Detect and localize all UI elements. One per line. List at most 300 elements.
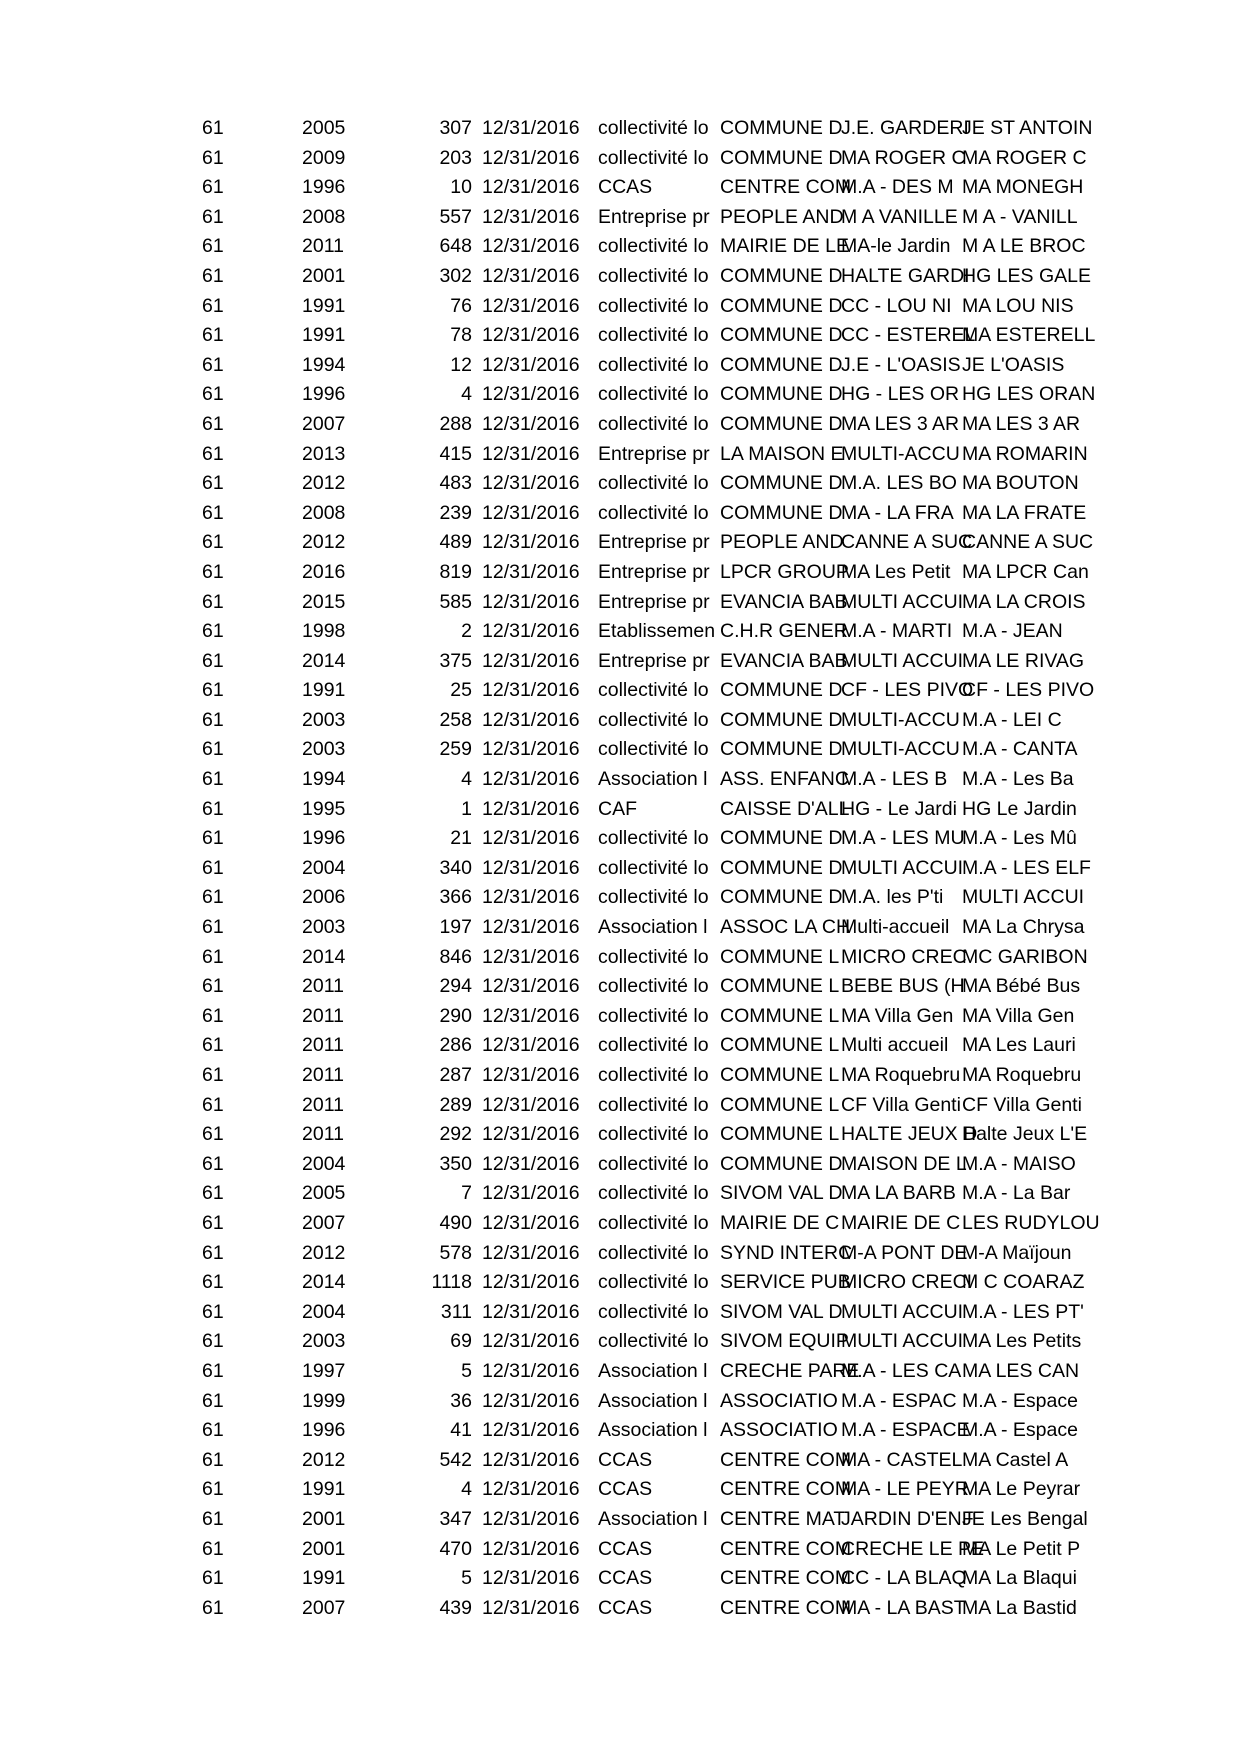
cell-h: MA ROGER C (962, 146, 1087, 169)
cell-d: 12/31/2016 (482, 1507, 580, 1530)
cell-a: 61 (202, 383, 224, 406)
cell-g: HALTE GARDI (841, 264, 970, 287)
cell-h: MA ROMARIN (962, 442, 1088, 465)
cell-f: MAIRIE DE C (720, 1211, 840, 1234)
cell-f: COMMUNE L (720, 1004, 840, 1027)
cell-d: 12/31/2016 (482, 412, 580, 435)
cell-g: MULTI-ACCU (841, 442, 960, 465)
cell-e: collectivité lo (598, 264, 709, 287)
cell-g: CC - ESTEREL (841, 324, 976, 347)
cell-d: 12/31/2016 (482, 264, 580, 287)
cell-b: 1991 (302, 324, 346, 347)
cell-h: CF Villa Genti (962, 1093, 1082, 1116)
cell-d: 12/31/2016 (482, 975, 580, 998)
table-row (0, 469, 1241, 499)
table-row (0, 1031, 1241, 1061)
cell-d: 12/31/2016 (482, 1152, 580, 1175)
cell-c: 819 (439, 560, 472, 583)
cell-a: 61 (202, 205, 224, 228)
cell-a: 61 (202, 827, 224, 850)
cell-g: CF Villa Genti (841, 1093, 961, 1116)
cell-a: 61 (202, 442, 224, 465)
table-row (0, 1475, 1241, 1505)
cell-g: MULTI ACCUI (841, 1330, 964, 1353)
cell-d: 12/31/2016 (482, 235, 580, 258)
cell-a: 61 (202, 1448, 224, 1471)
cell-a: 61 (202, 560, 224, 583)
cell-d: 12/31/2016 (482, 1182, 580, 1205)
cell-c: 2 (461, 620, 472, 643)
cell-f: LPCR GROUP (720, 560, 849, 583)
cell-e: collectivité lo (598, 1034, 709, 1057)
cell-f: CAISSE D'ALL (720, 797, 850, 820)
cell-b: 2001 (302, 1507, 346, 1530)
cell-g: M.A - DES M (841, 176, 954, 199)
cell-f: CRECHE PARE (720, 1359, 860, 1382)
cell-c: 288 (439, 412, 472, 435)
cell-f: COMMUNE L (720, 945, 840, 968)
cell-d: 12/31/2016 (482, 1359, 580, 1382)
cell-f: COMMUNE D (720, 886, 843, 909)
cell-e: collectivité lo (598, 294, 709, 317)
cell-b: 2001 (302, 264, 346, 287)
cell-a: 61 (202, 886, 224, 909)
cell-b: 2015 (302, 590, 346, 613)
cell-a: 61 (202, 176, 224, 199)
cell-a: 61 (202, 1211, 224, 1234)
cell-h: CANNE A SUC (962, 531, 1094, 554)
cell-h: MA ESTERELL (962, 324, 1096, 347)
table-row (0, 1298, 1241, 1328)
cell-h: M.A - JEAN (962, 620, 1063, 643)
table-row (0, 617, 1241, 647)
cell-h: MA MONEGH (962, 176, 1084, 199)
cell-c: 439 (439, 1596, 472, 1619)
cell-c: 1 (461, 797, 472, 820)
cell-g: CRECHE LE PE (841, 1537, 985, 1560)
cell-a: 61 (202, 590, 224, 613)
cell-e: Association l (598, 1389, 708, 1412)
cell-d: 12/31/2016 (482, 590, 580, 613)
cell-d: 12/31/2016 (482, 768, 580, 791)
cell-c: 648 (439, 235, 472, 258)
cell-a: 61 (202, 531, 224, 554)
cell-e: collectivité lo (598, 679, 709, 702)
cell-g: HG - LES OR (841, 383, 960, 406)
cell-e: collectivité lo (598, 945, 709, 968)
cell-a: 61 (202, 146, 224, 169)
cell-c: 290 (439, 1004, 472, 1027)
cell-e: collectivité lo (598, 1064, 709, 1086)
cell-c: 846 (439, 945, 472, 968)
cell-b: 2003 (302, 708, 346, 731)
cell-g: MULTI ACCUI (841, 590, 964, 613)
cell-e: collectivité lo (598, 1241, 709, 1264)
cell-c: 347 (439, 1507, 472, 1530)
cell-a: 61 (202, 1123, 224, 1146)
cell-f: C.H.R GENER (720, 620, 848, 643)
cell-h: MA LA FRATE (962, 501, 1087, 524)
cell-g: MA LES 3 AR (841, 412, 960, 435)
cell-c: 311 (440, 1300, 472, 1323)
cell-d: 12/31/2016 (482, 1389, 580, 1412)
cell-e: Association l (598, 1359, 708, 1382)
cell-b: 1991 (302, 1567, 346, 1590)
cell-d: 12/31/2016 (482, 1330, 580, 1353)
table-row (0, 1446, 1241, 1476)
cell-e: collectivité lo (598, 472, 709, 495)
cell-g: MULTI ACCUI (841, 649, 964, 672)
cell-f: ASSOCIATIO (720, 1419, 838, 1442)
cell-c: 375 (439, 649, 472, 672)
table-row (0, 943, 1241, 973)
cell-f: COMMUNE L (720, 1123, 840, 1146)
cell-d: 12/31/2016 (482, 620, 580, 643)
cell-d: 12/31/2016 (482, 1271, 580, 1294)
table-row (0, 1387, 1241, 1417)
cell-b: 2012 (302, 531, 346, 554)
cell-d: 12/31/2016 (482, 856, 580, 879)
cell-g: J.E - L'OASIS (841, 353, 961, 376)
cell-b: 2005 (302, 1182, 346, 1205)
cell-a: 61 (202, 708, 224, 731)
table-row (0, 1357, 1241, 1387)
table-row (0, 1120, 1241, 1150)
cell-h: MA Bébé Bus (962, 975, 1081, 998)
cell-b: 2007 (302, 1211, 346, 1234)
cell-c: 292 (439, 1123, 472, 1146)
cell-h: M C COARAZ (962, 1271, 1085, 1294)
cell-h: Halte Jeux L'E (962, 1123, 1088, 1146)
cell-e: CCAS (598, 1537, 653, 1560)
table-row (0, 972, 1241, 1002)
cell-d: 12/31/2016 (482, 1419, 580, 1442)
table-row (0, 144, 1241, 174)
cell-h: MA La Bastid (962, 1596, 1077, 1619)
cell-g: MA - LA FRA (841, 501, 954, 524)
cell-e: Entreprise pr (598, 205, 710, 228)
cell-f: SERVICE PUB (720, 1271, 851, 1294)
cell-c: 542 (439, 1448, 472, 1471)
cell-e: collectivité lo (598, 708, 709, 731)
cell-h: HG LES GALE (962, 264, 1091, 287)
cell-h: MA La Chrysa (962, 916, 1085, 939)
cell-c: 258 (439, 708, 472, 731)
cell-c: 4 (461, 1478, 472, 1501)
cell-e: collectivité lo (598, 501, 709, 524)
cell-f: LA MAISON E (720, 442, 844, 465)
cell-e: collectivité lo (598, 412, 709, 435)
cell-f: COMMUNE D (720, 324, 843, 347)
cell-h: LES RUDYLOU (962, 1211, 1100, 1234)
cell-f: CENTRE COM (720, 176, 852, 199)
cell-b: 2004 (302, 856, 346, 879)
cell-f: CENTRE COM (720, 1596, 852, 1619)
cell-f: COMMUNE D (720, 708, 843, 731)
cell-f: COMMUNE D (720, 353, 843, 376)
cell-f: COMMUNE D (720, 501, 843, 524)
cell-b: 2008 (302, 501, 346, 524)
cell-f: COMMUNE D (720, 117, 843, 139)
cell-f: COMMUNE L (720, 1093, 840, 1116)
cell-a: 61 (202, 797, 224, 820)
cell-f: COMMUNE D (720, 294, 843, 317)
table-row (0, 883, 1241, 913)
table-row (0, 321, 1241, 351)
table-row (0, 1150, 1241, 1180)
cell-e: collectivité lo (598, 1152, 709, 1175)
cell-g: MULTI ACCUI (841, 856, 964, 879)
cell-b: 2011 (302, 975, 344, 998)
cell-b: 2012 (302, 1448, 346, 1471)
cell-h: M A - VANILL (962, 205, 1078, 228)
table-row (0, 1209, 1241, 1239)
cell-c: 4 (461, 768, 472, 791)
cell-a: 61 (202, 1567, 224, 1590)
cell-f: PEOPLE AND (720, 205, 844, 228)
cell-f: SYND INTERC (720, 1241, 853, 1264)
cell-g: M.A. les P'ti (841, 886, 944, 909)
cell-e: collectivité lo (598, 235, 709, 258)
cell-h: M.A - CANTA (962, 738, 1078, 761)
table-row (0, 410, 1241, 440)
cell-b: 2011 (302, 1093, 344, 1116)
cell-f: CENTRE MAT (720, 1507, 846, 1530)
cell-h: MA Le Petit P (962, 1537, 1081, 1560)
cell-g: MA LA BARB (841, 1182, 956, 1205)
cell-a: 61 (202, 1478, 224, 1501)
cell-b: 2007 (302, 1596, 346, 1619)
cell-d: 12/31/2016 (482, 708, 580, 731)
cell-g: MULTI ACCUI (841, 1300, 964, 1323)
cell-f: COMMUNE D (720, 146, 843, 169)
table-row (0, 1268, 1241, 1298)
cell-h: M.A - Espace (962, 1419, 1078, 1442)
cell-f: COMMUNE L (720, 1034, 840, 1057)
cell-g: M.A. LES BO (841, 472, 957, 495)
cell-h: HG LES ORAN (962, 383, 1096, 406)
cell-e: collectivité lo (598, 738, 709, 761)
cell-e: collectivité lo (598, 1004, 709, 1027)
cell-c: 78 (450, 324, 472, 347)
cell-b: 1991 (302, 294, 346, 317)
cell-c: 21 (450, 827, 472, 850)
cell-c: 585 (439, 590, 472, 613)
cell-a: 61 (202, 324, 224, 347)
table-row (0, 499, 1241, 529)
cell-c: 366 (439, 886, 472, 909)
cell-h: HG Le Jardin (962, 797, 1077, 820)
cell-e: Entreprise pr (598, 649, 710, 672)
cell-d: 12/31/2016 (482, 176, 580, 199)
cell-a: 61 (202, 945, 224, 968)
cell-g: MULTI-ACCU (841, 708, 960, 731)
cell-h: MA LES 3 AR (962, 412, 1081, 435)
cell-g: MA - LA BAST (841, 1596, 966, 1619)
cell-h: MA Les Lauri (962, 1034, 1076, 1057)
cell-e: Entreprise pr (598, 442, 710, 465)
cell-c: 483 (439, 472, 472, 495)
table-row (0, 913, 1241, 943)
table-row (0, 114, 1241, 144)
cell-e: Association l (598, 768, 708, 791)
cell-g: M.A - LES B (841, 768, 948, 791)
cell-b: 1996 (302, 827, 346, 850)
cell-d: 12/31/2016 (482, 1093, 580, 1116)
table-row (0, 203, 1241, 233)
cell-c: 307 (439, 117, 472, 139)
cell-f: ASSOC LA CH (720, 916, 851, 939)
cell-e: collectivité lo (598, 1093, 709, 1116)
table-row (0, 735, 1241, 765)
cell-h: MA LA CROIS (962, 590, 1086, 613)
cell-a: 61 (202, 1093, 224, 1116)
cell-h: MA Castel A (962, 1448, 1069, 1471)
cell-c: 12 (450, 353, 472, 376)
cell-f: COMMUNE D (720, 856, 843, 879)
cell-e: Entreprise pr (598, 531, 710, 554)
cell-e: Entreprise pr (598, 560, 710, 583)
table-row (0, 1179, 1241, 1209)
cell-e: collectivité lo (598, 1182, 709, 1205)
cell-d: 12/31/2016 (482, 560, 580, 583)
cell-g: M A VANILLE (841, 205, 958, 228)
cell-a: 61 (202, 1271, 224, 1294)
cell-a: 61 (202, 1182, 224, 1205)
cell-g: BEBE BUS (H (841, 975, 965, 998)
cell-e: Association l (598, 1507, 708, 1530)
cell-d: 12/31/2016 (482, 353, 580, 376)
cell-g: M.A - ESPACE (841, 1419, 970, 1442)
cell-h: M.A - Les Ba (962, 768, 1074, 791)
cell-f: EVANCIA BAB (720, 590, 848, 613)
cell-a: 61 (202, 1507, 224, 1530)
cell-d: 12/31/2016 (482, 797, 580, 820)
cell-f: COMMUNE D (720, 383, 843, 406)
cell-e: collectivité lo (598, 1300, 709, 1323)
cell-e: Entreprise pr (598, 590, 710, 613)
cell-a: 61 (202, 117, 224, 139)
cell-c: 1118 (431, 1271, 472, 1294)
cell-b: 2014 (302, 1271, 346, 1294)
cell-d: 12/31/2016 (482, 294, 580, 317)
cell-d: 12/31/2016 (482, 1241, 580, 1264)
cell-d: 12/31/2016 (482, 1300, 580, 1323)
cell-g: M-A PONT DE (841, 1241, 968, 1264)
cell-a: 61 (202, 620, 224, 643)
cell-c: 10 (450, 176, 472, 199)
cell-g: MA - CASTEL (841, 1448, 963, 1471)
cell-g: JARDIN D'ENF (841, 1507, 974, 1530)
cell-a: 61 (202, 1064, 224, 1086)
cell-c: 259 (439, 738, 472, 761)
cell-a: 61 (202, 1241, 224, 1264)
cell-a: 61 (202, 235, 224, 258)
cell-b: 2011 (302, 1123, 344, 1146)
cell-b: 2014 (302, 945, 346, 968)
cell-h: MA LPCR Can (962, 560, 1089, 583)
cell-h: M.A - LES PT' (962, 1300, 1084, 1323)
cell-g: MAIRIE DE C (841, 1211, 961, 1234)
cell-a: 61 (202, 294, 224, 317)
cell-b: 1997 (302, 1359, 346, 1382)
cell-e: collectivité lo (598, 383, 709, 406)
table-row (0, 440, 1241, 470)
cell-f: ASSOCIATIO (720, 1389, 838, 1412)
cell-b: 2014 (302, 649, 346, 672)
cell-g: CC - LOU NI (841, 294, 952, 317)
cell-h: M.A - Les Mû (962, 827, 1077, 850)
cell-d: 12/31/2016 (482, 1448, 580, 1471)
cell-b: 1995 (302, 797, 346, 820)
cell-f: COMMUNE L (720, 1064, 840, 1086)
cell-e: collectivité lo (598, 353, 709, 376)
cell-d: 12/31/2016 (482, 945, 580, 968)
table-row (0, 292, 1241, 322)
cell-c: 415 (439, 442, 472, 465)
cell-f: COMMUNE D (720, 679, 843, 702)
cell-a: 61 (202, 856, 224, 879)
cell-c: 69 (450, 1330, 472, 1353)
cell-h: MA Les Petits (962, 1330, 1082, 1353)
cell-b: 1996 (302, 1419, 346, 1442)
cell-a: 61 (202, 738, 224, 761)
cell-c: 340 (439, 856, 472, 879)
cell-a: 61 (202, 768, 224, 791)
cell-b: 2011 (302, 1064, 344, 1086)
cell-g: HG - Le Jardi (841, 797, 957, 820)
cell-h: MA LES CAN (962, 1359, 1080, 1382)
cell-d: 12/31/2016 (482, 501, 580, 524)
cell-c: 289 (439, 1093, 472, 1116)
cell-d: 12/31/2016 (482, 886, 580, 909)
cell-h: M A LE BROC (962, 235, 1086, 258)
cell-a: 61 (202, 412, 224, 435)
cell-a: 61 (202, 501, 224, 524)
cell-f: CENTRE COM (720, 1448, 852, 1471)
cell-b: 2001 (302, 1537, 346, 1560)
cell-g: MICRO CRECI (841, 1271, 973, 1294)
cell-a: 61 (202, 472, 224, 495)
cell-e: CCAS (598, 1448, 653, 1471)
cell-a: 61 (202, 264, 224, 287)
cell-h: JE L'OASIS (962, 353, 1065, 376)
cell-e: collectivité lo (598, 975, 709, 998)
cell-d: 12/31/2016 (482, 1211, 580, 1234)
cell-a: 61 (202, 1389, 224, 1412)
table-row (0, 1002, 1241, 1032)
table-row (0, 1535, 1241, 1565)
cell-g: MA Roquebru (841, 1064, 961, 1086)
cell-g: Multi-accueil (841, 916, 950, 939)
cell-e: Association l (598, 1419, 708, 1442)
cell-b: 2005 (302, 117, 346, 139)
cell-g: CF - LES PIVO (841, 679, 974, 702)
cell-f: CENTRE COM (720, 1478, 852, 1501)
cell-f: SIVOM VAL D (720, 1300, 843, 1323)
table-row (0, 795, 1241, 825)
cell-d: 12/31/2016 (482, 442, 580, 465)
cell-h: CF - LES PIVO (962, 679, 1095, 702)
cell-d: 12/31/2016 (482, 205, 580, 228)
cell-c: 36 (450, 1389, 472, 1412)
cell-c: 4 (461, 383, 472, 406)
cell-a: 61 (202, 975, 224, 998)
cell-g: MA Villa Gen (841, 1004, 954, 1027)
cell-h: M.A - La Bar (962, 1182, 1071, 1205)
cell-c: 557 (439, 205, 472, 228)
cell-d: 12/31/2016 (482, 827, 580, 850)
